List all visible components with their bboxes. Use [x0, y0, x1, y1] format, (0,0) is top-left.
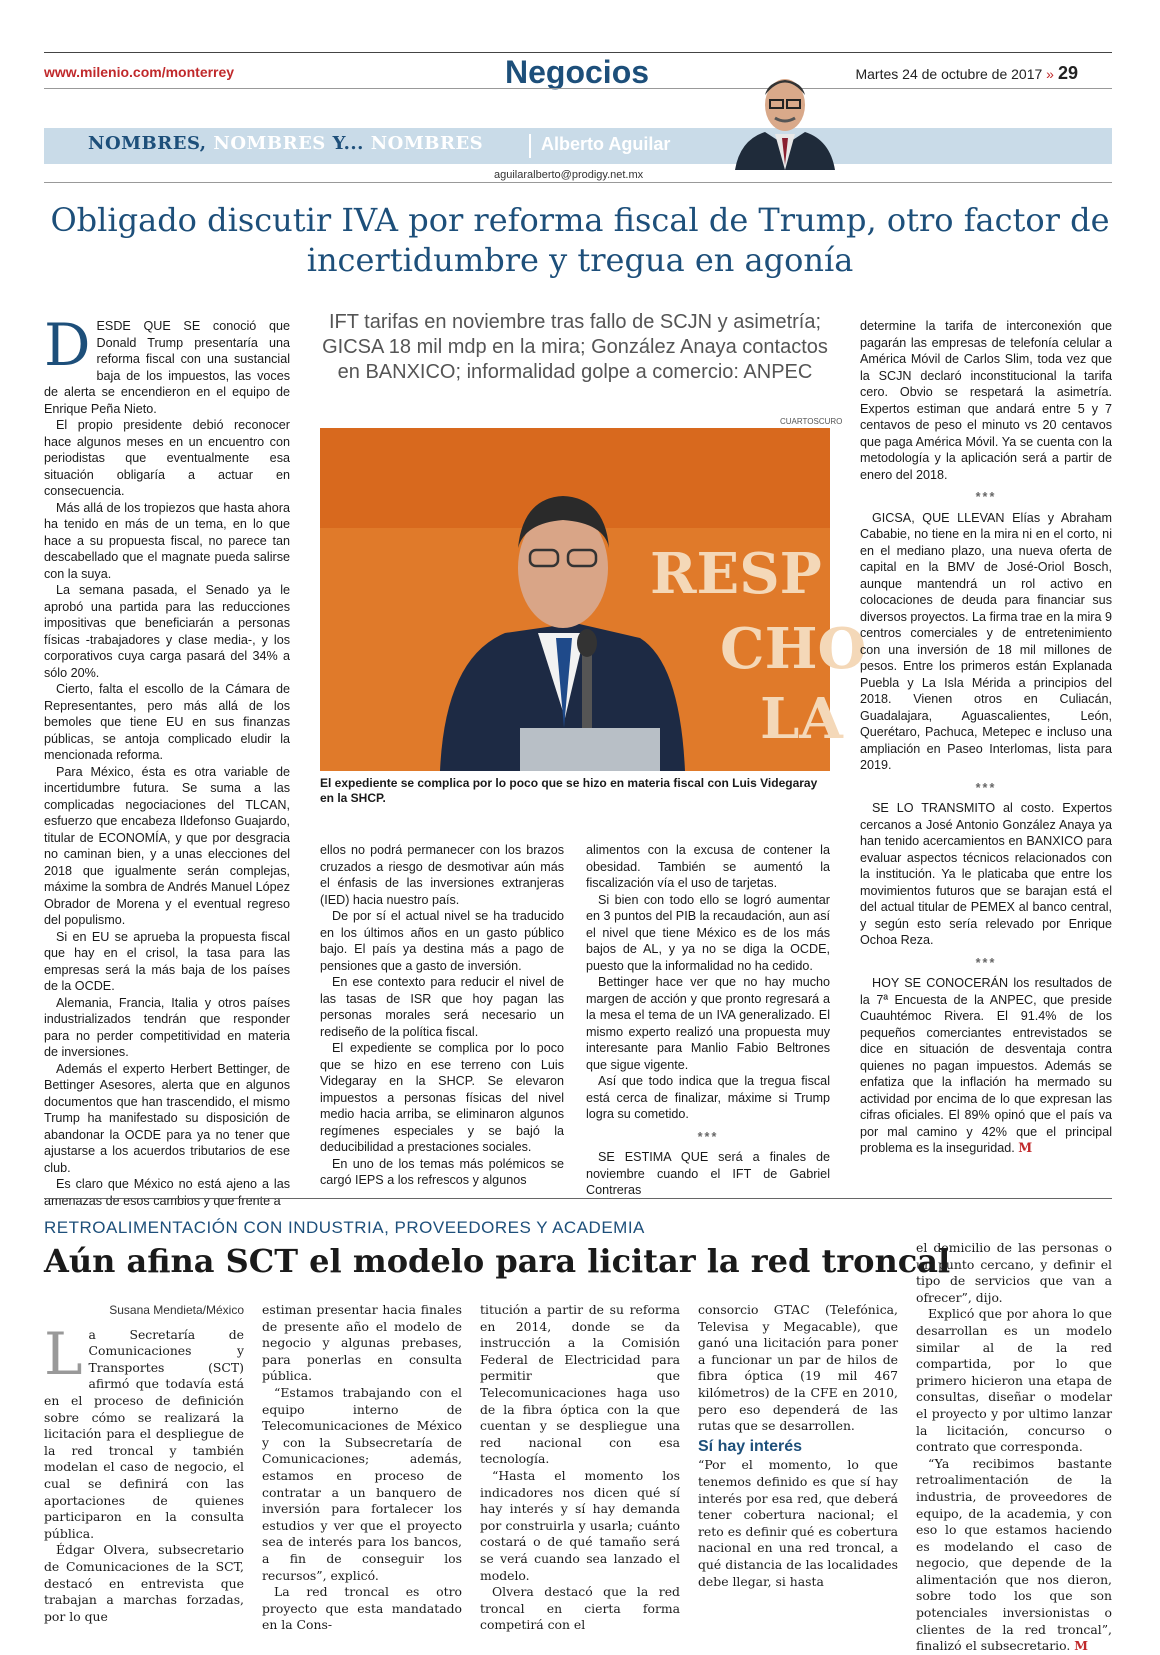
article2-kicker: RETROALIMENTACIÓN CON INDUSTRIA, PROVEEDORES Y ACADEMIA	[44, 1218, 645, 1237]
svg-text:RESP: RESP	[650, 541, 822, 607]
article2-col5: el domicilio de las personas o un punto cercano, y definir el tipo de servicios que van a ofrecer”, dijo. Explicó que por ahora lo que desarrollan es un modelo similar al de la red compartida, por lo que primero hicieron una etapa de consultas, diseñar o modelar el proyecto y por ultimo lanzar la licitación, concurso o contrato que corresponda. “Ya recibimos bastante retroalimentación de la industria, de proveedores de equipo, de la academia, y con eso lo que estamos haciendo es modelando el caso de negocio, que depende de la alimentación que nos dieron, sobre todo los que son potenciales inversionistas o clientes de la red troncal”, finalizó el subsecretario. M	[916, 1240, 1112, 1654]
issue-date	[855, 63, 1078, 84]
page-number: 29	[1057, 63, 1078, 83]
milenio-end-mark: M	[1018, 1140, 1033, 1155]
byline: Susana Mendieta/México	[109, 1303, 244, 1317]
article1-col4: determine la tarifa de interconexión que pagarán las empresas de telefonía celular a América Móvil de Carlos Slim, toda vez que la SCJN declaró inconstitucional la tarifa cero. Obvio se respetará la asimetría. Expertos estiman que andará entre 5 y 7 centavos de peso el minuto vs 20 centavos que paga América Móvil. Ya se cuenta con la metodología y la aplicación será a partir de enero del 2018. *** GICSA, QUE LLEVAN Elías y Abraham Cababie, no tiene en la mira ni en el corto, ni en el mediano plazo, una nueva oferta de capital en la BMV de José-Oriol Bosch, aunque mantendrá un rol activo en colocaciones de deuda para financiar sus diversos proyectos. La firma trae en la mira 9 centros comerciales y de entretenimiento con una inversión de 18 mil millones de pesos. Entre los primeros están Explanada Puebla y La Isla Mérida a principios del 2018. Vienen otros en Culiacán, Guadalajara, Aguascalientes, León, Querétaro, Pachuca, Metepec e incluso una ampliación en Paseo Interlomas, lista para 2019. *** SE LO TRANSMITO al costo. Expertos cercanos a José Antonio González Anaya ya han tenido acercamientos en BANXICO para evaluar aspectos técnicos relacionados con la institución. Ya le platicaba que entre los movimientos futuros que se barajan está el del actual titular de PEMEX al banco central, y según esto sería relevado por Enrique Ochoa Reza. *** HOY SE CONOCERÁN los resultados de la 7ª Encuesta de la ANPEC, que preside Cuauhtémoc Rivera. El 91.4% de los pequeños comerciantes entrevistados se dice en situación de desventaja contra quienes no pagan impuestos. Además se enfatiza que la inflación ha mermado su actividad por encima de lo que expresan las cifras oficiales. El 89% opinó que el país va por mal camino y 42% que el principal problema es la inseguridad. M	[860, 319, 1112, 1155]
photo-caption: El expediente se complica por lo poco que se hizo en materia fiscal con Luis Videgaray en la SHCP.	[320, 776, 818, 805]
top-rule	[44, 52, 1112, 53]
article-headline: Obligado discutir IVA por reforma fiscal de Trump, otro factor de incertidumbre y tregua en agonía	[50, 201, 1110, 279]
article-photo	[320, 428, 867, 771]
column-title: NOMBRES, NOMBRES Y... NOMBRES	[88, 133, 484, 154]
site-url[interactable]: www.milenio.com/monterrey	[44, 64, 235, 80]
author-portrait	[730, 70, 840, 170]
column-banner	[44, 128, 1112, 164]
section-divider: ***	[975, 780, 997, 795]
milenio-end-mark: M	[1074, 1638, 1088, 1654]
banner-separator	[529, 134, 531, 158]
section-divider: ***	[975, 490, 997, 504]
author-email[interactable]: aguilaralberto@prodigy.net.mx	[494, 169, 644, 181]
header-rule	[44, 88, 1112, 89]
article2-col2: estiman presentar hacia finales de presente año el modelo de negocio y algunas prebases, para ponerlas en consulta pública. “Estamos trabajando con el equipo interno de Telecomunicaciones de México y con la Subsecretaría de Comunicaciones; además, estamos en proceso de contratar a un banquero de inversión para fortalecer los estudios y ver que el proyecto sea de interés para los bancos, a fin de conseguir los recursos”, explicó. La red troncal es otro proyecto que esta mandatado en la Cons-	[262, 1302, 462, 1633]
article2-col3: titución a partir de su reforma en 2014, donde se da instrucción a la Comisión Federal de Electricidad para permitir que Telecomunicaciones haga uso de la fibra óptica con la que cuentan y se despliegue una red nacional con esa tecnología. “Hasta el momento los indicadores nos dicen qué sí hay interés y sí hay demanda por construirla y usarla; cuánto costará o de qué tamaño será se verá cuando sea lanzado el modelo. Olvera destacó que la red troncal en cierta forma competirá con el	[480, 1302, 680, 1633]
banner-rule	[44, 182, 1112, 183]
article1-col2: ellos no podrá permanecer con los brazos cruzados a riesgo de desmotivar aún más el énfasis de las inversiones extranjeras (IED) hacia nuestro país. De por sí el actual nivel se ha traducido en los últimos años en un gasto público bajo. El país ya destina más a pago de pensiones que a gasto de inversión. En ese contexto para reducir el nivel de las tasas de ISR que hoy pagan las personas morales será necesario un rediseño de la política fiscal. El expediente se complica por lo poco que se hizo en ese terreno con Luis Videgaray en la SHCP. Se elevaron impuestos a personas físicas del nivel medio hacia arriba, se eliminaron algunos regímenes especiales y se bajó la deducibilidad a prestaciones sociales. En uno de los temas más polémicos se cargó IEPS a los refrescos y algunos	[320, 843, 564, 1187]
dropcap: D	[44, 311, 91, 379]
article2-subhead: Sí hay interés	[698, 1437, 803, 1455]
svg-text:CHO: CHO	[720, 616, 867, 682]
photo-credit: CUARTOSCURO	[780, 417, 843, 426]
section-title: Negocios	[505, 54, 650, 90]
article1-col1: DESDE QUE SE conoció que Donald Trump presentaría una reforma fiscal con una sustancial baja de los impuestos, las voces de alerta se encendieron en el equipo de Enrique Peña Nieto. El propio presidente debió reconocer hace algunos meses en un encuentro con periodistas que eventualmente esa situación obligaría a actuar en consecuencia. Más allá de los tropiezos que hasta ahora ha tenido en más de un tema, en lo que hace a su propuesta fiscal, no parece tan descabellado que el magnate pueda salirse con la suya. La semana pasada, el Senado ya le aprobó una partida para las reducciones impositivas que beneficiarán a personas físicas -trabajadores y clase media-, y los corporativos cuya carga pasará del 34% a sólo 20%. Cierto, falta el escollo de la Cámara de Representantes, pero más allá de los bemoles que tiene EU en sus finanzas públicas, se antoja complicado eludir la mencionada reforma. Para México, ésta es otra variable de incertidumbre futura. Se suma a las complicadas negociaciones del TLCAN, esfuerzo que encabeza Ildefonso Guajardo, titular de ECONOMÍA, y que por desgracia no caminan bien, y a unas elecciones del 2018 que igualmente serán complejas, máxime la sombra de Andrés Manuel López Obrador de Morena y el eventual regreso del populismo. Si en EU se aprueba la propuesta fiscal que hay en el crisol, la tasa para las empresas será la más baja de los países de la OCDE. Alemania, Francia, Italia y otros países industrializados tendrán que responder para no perder competitividad en materia de inversiones. Además el experto Herbert Bettinger, de Bettinger Asesores, alerta que en algunos documentos que han trascendido, el mismo Trump ha manifestado su disposición de abandonar la OCDE para ya no tener que ajustarse a los acuerdos tributarios de ese club. Es claro que México no está ajeno a las amenazas de esos cambios y que frente a	[44, 311, 290, 1208]
article-kicker: IFT tarifas en noviembre tras fallo de SCJN y asimetría; GICSA 18 mil mdp en la mira; González Anaya contactos en BANXICO; informalidad golpe a comercio: ANPEC	[322, 311, 828, 383]
arrow-icon: »	[1046, 66, 1054, 82]
article1-col3: alimentos con la excusa de contener la obesidad. También se aumentó la fiscalización vía el uso de tarjetas. Si bien con todo ello se logró aumentar en 3 puntos del PIB la recaudación, aun así el nivel que tiene México es de los más bajos de AL, y ya no se diga la OCDE, puesto que la informalidad no ha cedido. Bettinger hace ver que no hay mucho margen de acción y que pronto regresará a la mesa el tema de un IVA generalizado. El mismo experto realizó una propuesta muy interesante para Manlio Fabio Beltrones que sigue vigente. Así que todo indica que la tregua fiscal está cerca de finalizar, máxime si Trump logra su cometido. *** SE ESTIMA QUE será a finales de noviembre cuando el IFT de Gabriel Contreras	[586, 843, 830, 1197]
column-author: Alberto Aguilar	[541, 134, 671, 154]
article2-col4: consorcio GTAC (Telefónica, Televisa y Megacable), que ganó una licitación para poner a funcionar un par de hilos de fibra óptica (19 mil 467 kilómetros) de la CFE en 2010, pero eso dependerá de las rutas que se desarrollen. Sí hay interés “Por el momento, lo que tenemos definido es que sí hay interés por esa red, que deberá tener cobertura nacional; el reto es definir qué es cobertura nacional en una red troncal, a qué distancia de las localidades debe llegar, si hasta	[698, 1302, 898, 1589]
section-divider: ***	[697, 1129, 719, 1144]
article2-rule	[44, 1198, 1112, 1199]
dropcap: L	[44, 1319, 83, 1388]
article2-col1: Susana Mendieta/México La Secretaría de Comunicaciones y Transportes (SCT) afirmó que todavía está en el proceso de definición sobre cómo se realizará la licitación para el despliegue de la red troncal y también modelan el caso de negocio, el cual se definirá con las aportaciones de quienes participaron en la consulta pública. Édgar Olvera, subsecretario de Comunicaciones de la SCT, destacó en entrevista que trabajan a marchas forzadas, por lo que	[44, 1303, 244, 1624]
svg-text:LA: LA	[760, 686, 843, 752]
date-text: Martes 24 de octubre de 2017	[855, 66, 1043, 82]
section-divider: ***	[975, 955, 997, 970]
article2-headline: Aún afina SCT el modelo para licitar la red troncal	[44, 1242, 951, 1280]
